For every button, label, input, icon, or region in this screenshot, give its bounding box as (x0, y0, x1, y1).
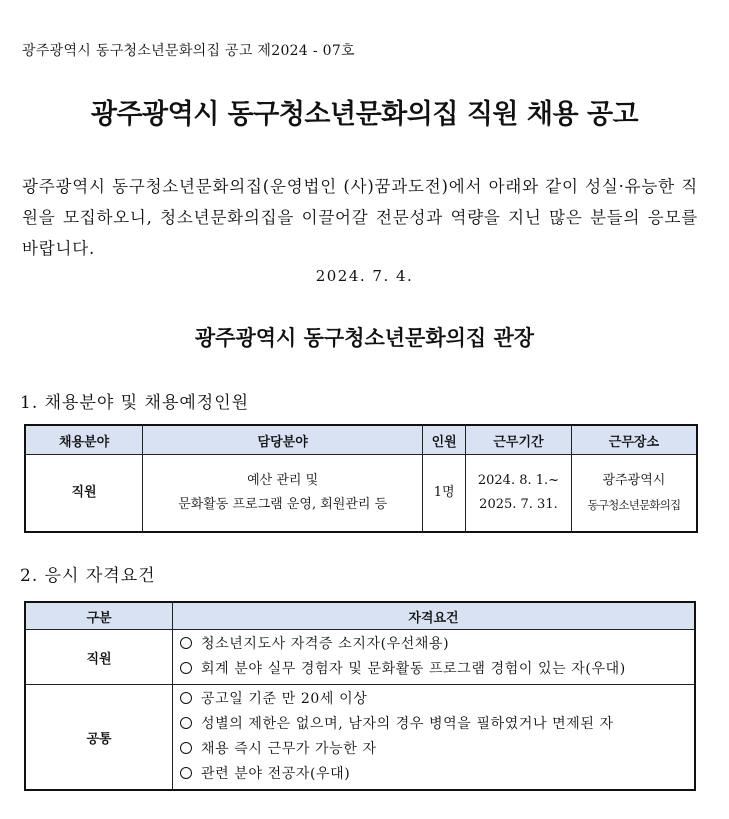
cell-duty (143, 455, 423, 533)
requirement-text: 공고일 기준 만 20세 이상 (201, 691, 368, 707)
header-count: 인원 (423, 425, 466, 455)
requirement-text: 채용 즉시 근무가 가능한 자 (201, 741, 377, 757)
list-item (180, 687, 694, 712)
list-item (180, 712, 694, 737)
duty-line-1: 예산 관리 및 (247, 473, 319, 488)
table-row (25, 455, 697, 533)
table-row (25, 685, 695, 791)
circle-bullet-icon (180, 662, 192, 674)
cell-count: 1명 (423, 455, 466, 533)
place-line-2: 동구청소년문화의집 (587, 498, 681, 512)
section-title-recruitment: 1. 채용분야 및 채용예정인원 (20, 393, 250, 413)
section-title-qualifications: 2. 응시 자격요건 (20, 566, 156, 586)
requirement-text: 관련 분야 전공자(우대) (201, 766, 351, 782)
intro-paragraph: 광주광역시 동구청소년문화의집(운영법인 (사)꿈과도전)에서 아래와 같이 성실·유능한 직원을 모집하오니, 청소년문화의집을 이끌어갈 전문성과 역량을 지닌 많은 분들의 응모를 바랍니다. (22, 177, 698, 258)
table-header-row (25, 425, 697, 455)
notice-date: 2024. 7. 4. (315, 267, 414, 285)
place-line-1: 광주광역시 (602, 473, 666, 488)
cell-place (571, 455, 697, 533)
requirement-text: 성별의 제한은 없으며, 남자의 경우 병역을 필하였거나 면제된 자 (201, 716, 614, 732)
category-staff: 직원 (25, 630, 173, 685)
table-header-row (25, 602, 695, 630)
header-field: 채용분야 (25, 425, 143, 455)
list-item (180, 737, 694, 762)
requirement-text: 청소년지도사 자격증 소지자(우선채용) (201, 636, 450, 652)
header-place: 근무장소 (571, 425, 697, 455)
circle-bullet-icon (180, 767, 192, 779)
table-row (25, 630, 695, 685)
circle-bullet-icon (180, 742, 192, 754)
circle-bullet-icon (180, 692, 192, 704)
circle-bullet-icon (180, 637, 192, 649)
header-period: 근무기간 (466, 425, 572, 455)
header-requirements: 자격요건 (173, 602, 696, 630)
cell-field: 직원 (25, 455, 143, 533)
cell-period (466, 455, 572, 533)
category-common: 공통 (25, 685, 173, 791)
list-item (180, 657, 694, 682)
header-category: 구분 (25, 602, 173, 630)
list-item (180, 632, 694, 657)
page-title: 광주광역시 동구청소년문화의집 직원 채용 공고 (90, 99, 639, 130)
duty-line-2: 문화활동 프로그램 운영, 회원관리 등 (178, 497, 388, 512)
header-duty: 담당분야 (143, 425, 423, 455)
period-line-1: 2024. 8. 1.~ (477, 473, 560, 488)
circle-bullet-icon (180, 717, 192, 729)
list-item (180, 762, 694, 787)
requirements-staff (173, 630, 696, 685)
period-line-2: 2025. 7. 31. (479, 497, 558, 512)
recruitment-table (24, 424, 698, 533)
requirements-common (173, 685, 696, 791)
organization-signature: 광주광역시 동구청소년문화의집 관장 (194, 326, 535, 350)
qualifications-table (24, 601, 696, 791)
requirement-text: 회계 분야 실무 경험자 및 문화활동 프로그램 경험이 있는 자(우대) (201, 661, 626, 677)
notice-number: 광주광역시 동구청소년문화의집 공고 제2024 - 07호 (22, 43, 355, 59)
